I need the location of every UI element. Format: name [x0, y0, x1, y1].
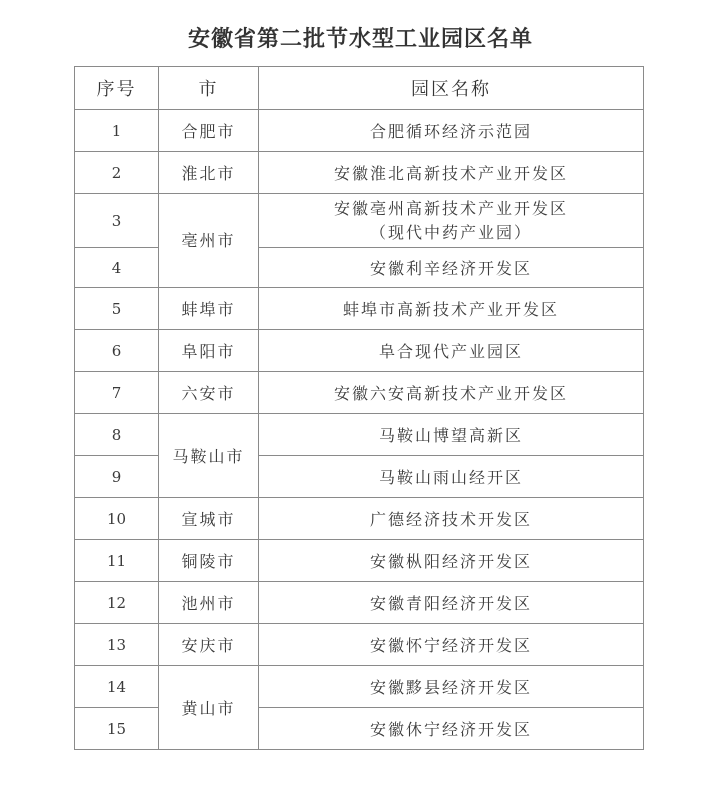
row-number: 8: [75, 414, 159, 456]
table-row: [75, 540, 644, 582]
park-cell: 安徽黟县经济开发区: [259, 666, 644, 708]
table-row: [75, 194, 644, 248]
city-cell: 蚌埠市: [159, 288, 259, 330]
city-cell: 铜陵市: [159, 540, 259, 582]
table-row: [75, 498, 644, 540]
park-cell: 安徽利辛经济开发区: [259, 248, 644, 288]
row-number: 4: [75, 248, 159, 288]
table-row: [75, 624, 644, 666]
park-cell: 安徽枞阳经济开发区: [259, 540, 644, 582]
city-cell: 淮北市: [159, 152, 259, 194]
park-cell: 蚌埠市高新技术产业开发区: [259, 288, 644, 330]
table-row: [75, 152, 644, 194]
park-cell: 阜合现代产业园区: [259, 330, 644, 372]
park-cell: [259, 194, 644, 248]
city-cell: 安庆市: [159, 624, 259, 666]
park-cell: 安徽休宁经济开发区: [259, 708, 644, 750]
city-cell: 池州市: [159, 582, 259, 624]
table-header-row: [75, 67, 644, 110]
header-no: 序号: [75, 67, 159, 110]
park-cell: 马鞍山博望高新区: [259, 414, 644, 456]
park-cell: 合肥循环经济示范园: [259, 110, 644, 152]
table-row: [75, 414, 644, 456]
table-row: [75, 582, 644, 624]
table-row: [75, 110, 644, 152]
park-cell: 安徽淮北高新技术产业开发区: [259, 152, 644, 194]
city-cell: 六安市: [159, 372, 259, 414]
row-number: 10: [75, 498, 159, 540]
city-cell: 黄山市: [159, 666, 259, 750]
city-cell: 阜阳市: [159, 330, 259, 372]
header-park: 园区名称: [259, 67, 644, 110]
row-number: 1: [75, 110, 159, 152]
row-number: 14: [75, 666, 159, 708]
city-cell: 马鞍山市: [159, 414, 259, 498]
table-row: [75, 666, 644, 708]
row-number: 5: [75, 288, 159, 330]
row-number: 13: [75, 624, 159, 666]
row-number: 2: [75, 152, 159, 194]
city-cell: 亳州市: [159, 194, 259, 288]
city-cell: 宣城市: [159, 498, 259, 540]
row-number: 3: [75, 194, 159, 248]
city-cell: 合肥市: [159, 110, 259, 152]
header-city: 市: [159, 67, 259, 110]
park-list-table: [74, 66, 644, 750]
row-number: 9: [75, 456, 159, 498]
document-title: 安徽省第二批节水型工业园区名单: [187, 27, 533, 52]
table-row: [75, 330, 644, 372]
row-number: 11: [75, 540, 159, 582]
park-cell: 安徽青阳经济开发区: [259, 582, 644, 624]
table-row: [75, 372, 644, 414]
row-number: 6: [75, 330, 159, 372]
row-number: 12: [75, 582, 159, 624]
park-name: 安徽亳州高新技术产业开发区: [333, 198, 568, 218]
row-number: 7: [75, 372, 159, 414]
park-cell: 安徽六安高新技术产业开发区: [259, 372, 644, 414]
park-cell: 安徽怀宁经济开发区: [259, 624, 644, 666]
table-row: [75, 288, 644, 330]
park-cell: 广德经济技术开发区: [259, 498, 644, 540]
row-number: 15: [75, 708, 159, 750]
park-cell: 马鞍山雨山经开区: [259, 456, 644, 498]
park-note: （现代中药产业园）: [369, 222, 532, 242]
